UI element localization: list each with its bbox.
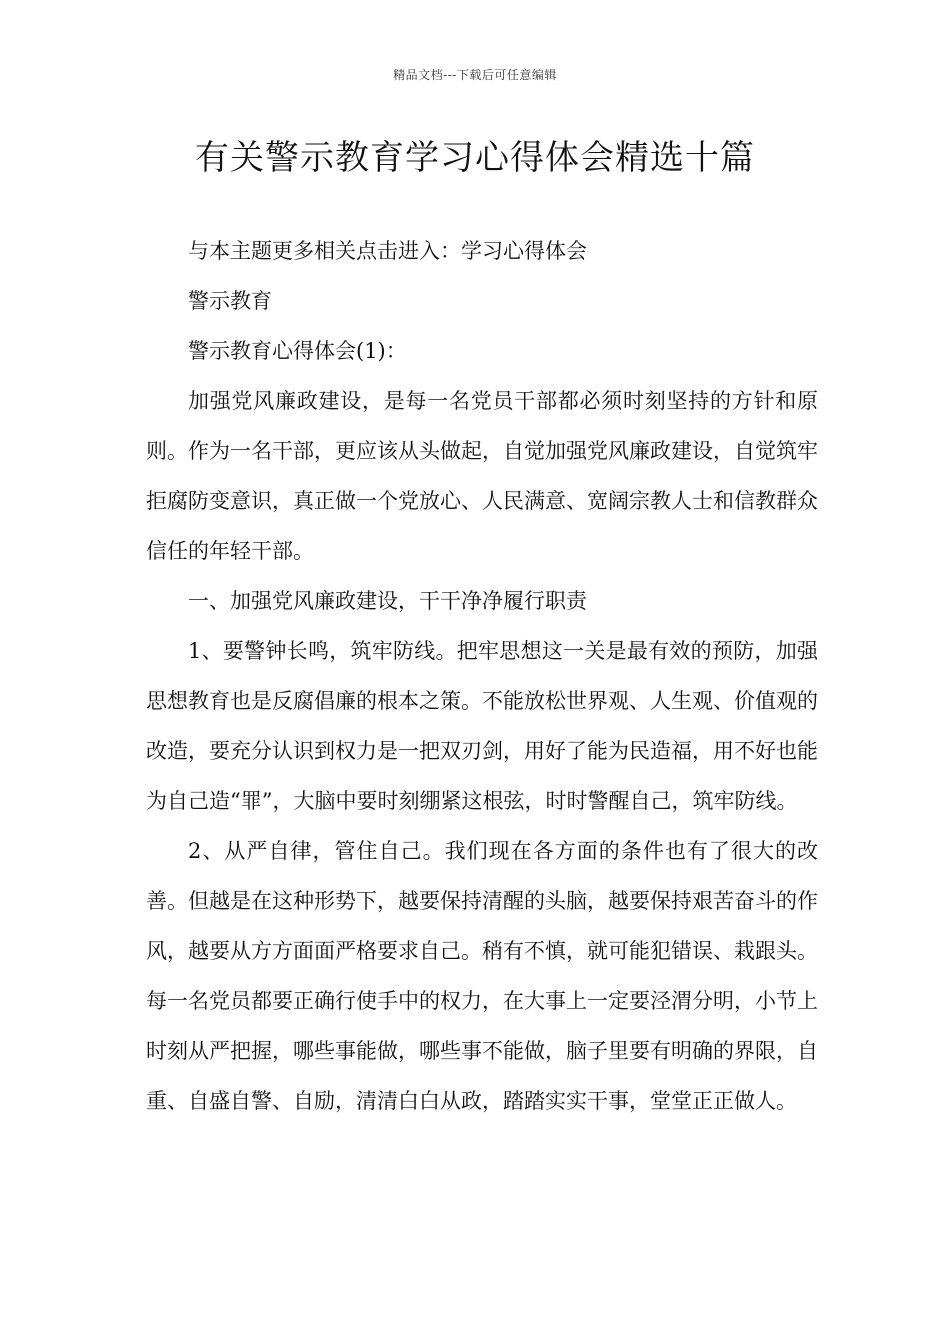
- paragraph-subheading: 一、加强党风廉政建设，干干净净履行职责: [188, 589, 587, 613]
- paragraph-intro: 加强党风廉政建设，是每一名党员干部都必须时刻坚持的方针和原则。作为一名干部，更应该从头做起，自觉加强党风廉政建设，自觉筑牢拒腐防变意识，真正做一个党放心、人民满意、宽阔宗教人士和信教群众信任的年轻干部。: [146, 389, 818, 563]
- paragraph-section-heading: 警示教育心得体会(1)：: [188, 339, 407, 363]
- paragraph-related-link: 与本主题更多相关点击进入：学习心得体会: [188, 239, 587, 263]
- paragraph-topic: 警示教育: [188, 289, 272, 313]
- paragraph-point-2: 2、从严自律，管住自己。我们现在各方面的条件也有了很大的改善。但越是在这种形势下，越要保持清醒的头脑，越要保持艰苦奋斗的作风，越要从方方面面严格要求自己。稍有不慎，就可能犯错误、栽跟头。每一名党员都要正确行使手中的权力，在大事上一定要泾渭分明，小节上时刻从严把握，哪些事能做，哪些事不能做，脑子里要有明确的界限，自重、自盛自警、自励，清清白白从政，踏踏实实干事，堂堂正正做人。: [146, 839, 818, 1113]
- header-note: 精品文档---下载后可任意编辑: [393, 68, 557, 82]
- paragraph-point-1: 1、要警钟长鸣，筑牢防线。把牢思想这一关是最有效的预防，加强思想教育也是反腐倡廉的根本之策。不能放松世界观、人生观、价值观的改造，要充分认识到权力是一把双刃剑，用好了能为民造福，用不好也能为自己造“罪”，大脑中要时刻绷紧这根弦，时时警醒自己，筑牢防线。: [146, 639, 818, 813]
- document-body: [146, 226, 818, 1126]
- document-title: 有关警示教育学习心得体会精选十篇: [195, 138, 755, 178]
